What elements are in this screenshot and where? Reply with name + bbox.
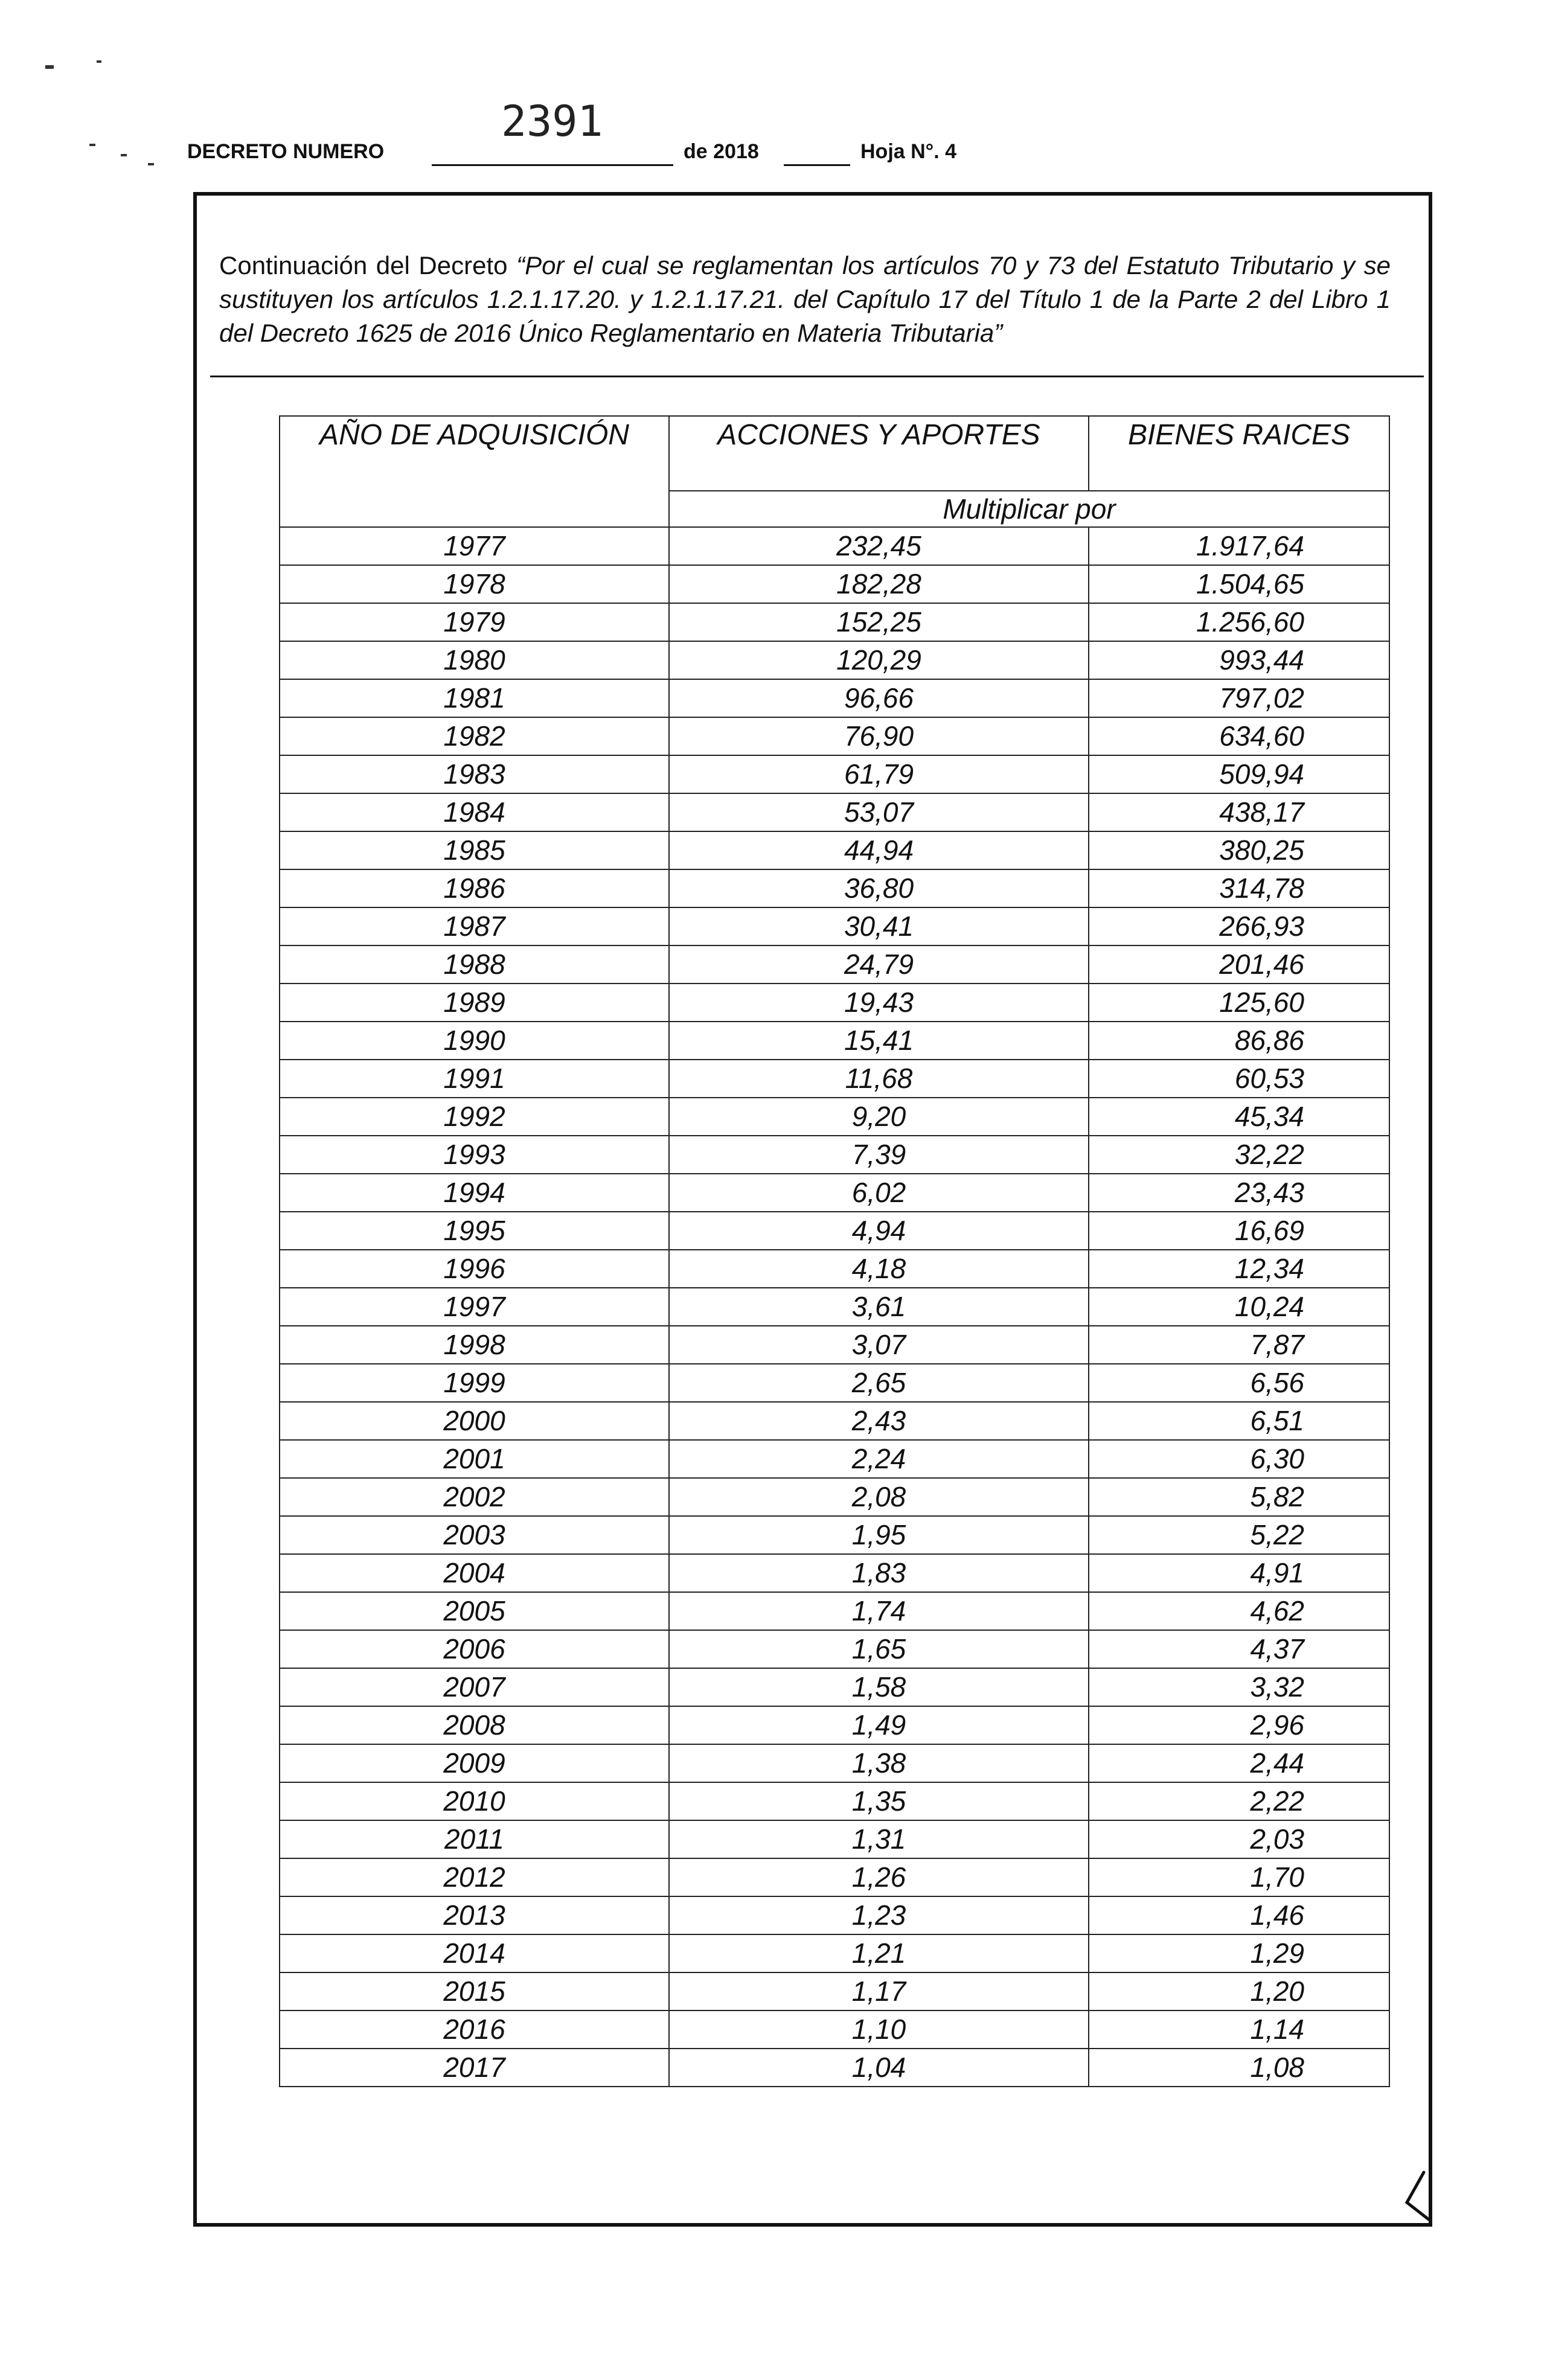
table-row: [280, 603, 1389, 641]
cell-year: 1979: [280, 603, 669, 641]
cell-bienes: 3,32: [1089, 1668, 1389, 1706]
header-year: AÑO DE ADQUISICIÓN: [280, 416, 669, 527]
cell-acciones: 11,68: [669, 1060, 1089, 1098]
cell-year: 2008: [280, 1706, 669, 1744]
table-row: [280, 1250, 1389, 1288]
cell-acciones: 61,79: [669, 755, 1089, 793]
cell-acciones: 1,95: [669, 1516, 1089, 1554]
cell-acciones: 1,49: [669, 1706, 1089, 1744]
cell-bienes: 5,22: [1089, 1516, 1389, 1554]
scan-speck: [45, 65, 54, 69]
cell-acciones: 2,43: [669, 1402, 1089, 1440]
cell-year: 1995: [280, 1212, 669, 1250]
cell-acciones: 1,38: [669, 1744, 1089, 1782]
table-row: [280, 793, 1389, 831]
table-row: [280, 1060, 1389, 1098]
cell-acciones: 3,61: [669, 1288, 1089, 1326]
cell-year: 2001: [280, 1440, 669, 1478]
cell-year: 2015: [280, 1972, 669, 2011]
cell-acciones: 36,80: [669, 869, 1089, 907]
cell-bienes: 1,46: [1089, 1896, 1389, 1934]
cell-year: 2007: [280, 1668, 669, 1706]
table-row: [280, 984, 1389, 1022]
table-row: [280, 1098, 1389, 1136]
cell-acciones: 15,41: [669, 1022, 1089, 1060]
cell-acciones: 9,20: [669, 1098, 1089, 1136]
table-row: [280, 1402, 1389, 1440]
cell-bienes: 2,22: [1089, 1782, 1389, 1820]
table-row: [280, 831, 1389, 869]
cell-year: 2005: [280, 1592, 669, 1630]
cell-bienes: 634,60: [1089, 717, 1389, 755]
decreto-label: DECRETO NUMERO: [187, 140, 385, 163]
cell-year: 2004: [280, 1554, 669, 1592]
cell-acciones: 182,28: [669, 565, 1089, 603]
pen-mark-icon: [1400, 2167, 1436, 2222]
table-row: [280, 755, 1389, 793]
cell-year: 1984: [280, 793, 669, 831]
cell-bienes: 438,17: [1089, 793, 1389, 831]
cell-year: 1986: [280, 869, 669, 907]
cell-year: 2003: [280, 1516, 669, 1554]
cell-year: 1983: [280, 755, 669, 793]
cell-bienes: 6,51: [1089, 1402, 1389, 1440]
cell-year: 1988: [280, 945, 669, 984]
table-row: [280, 641, 1389, 679]
cell-bienes: 1.256,60: [1089, 603, 1389, 641]
scan-speck: [148, 163, 154, 165]
cell-bienes: 266,93: [1089, 907, 1389, 945]
cell-year: 2006: [280, 1630, 669, 1668]
table-row: [280, 1440, 1389, 1478]
cell-acciones: 7,39: [669, 1136, 1089, 1174]
cell-acciones: 1,65: [669, 1630, 1089, 1668]
table-row: [280, 1212, 1389, 1250]
cell-acciones: 4,94: [669, 1212, 1089, 1250]
cell-year: 2016: [280, 2011, 669, 2049]
table-row: [280, 2049, 1389, 2087]
table-row: [280, 1364, 1389, 1402]
cell-bienes: 5,82: [1089, 1478, 1389, 1516]
table-row: [280, 1668, 1389, 1706]
intro-quote: “Por el cual se reglamentan los artículos 70 y 73 del Estatuto Tributario y se sustituyen los artículos 1.2.1.17.20. y 1.2.1.17.21. del Capítulo 17 del Título 1 de la Parte 2 del Libro 1 del Decreto 1625 de 2016 Único Reglamentario en Materia Tributaria”: [219, 251, 1391, 347]
cell-year: 1997: [280, 1288, 669, 1326]
cell-acciones: 1,04: [669, 2049, 1089, 2087]
cell-bienes: 2,44: [1089, 1744, 1389, 1782]
cell-bienes: 16,69: [1089, 1212, 1389, 1250]
cell-acciones: 1,21: [669, 1934, 1089, 1972]
cell-acciones: 44,94: [669, 831, 1089, 869]
scan-speck: [89, 144, 95, 146]
table-row: [280, 1022, 1389, 1060]
cell-acciones: 3,07: [669, 1326, 1089, 1364]
cell-bienes: 1,08: [1089, 2049, 1389, 2087]
cell-year: 2000: [280, 1402, 669, 1440]
cell-bienes: 509,94: [1089, 755, 1389, 793]
table-row: [280, 945, 1389, 984]
cell-bienes: 993,44: [1089, 641, 1389, 679]
cell-bienes: 45,34: [1089, 1098, 1389, 1136]
cell-year: 2017: [280, 2049, 669, 2087]
cell-bienes: 1,70: [1089, 1858, 1389, 1896]
cell-acciones: 1,31: [669, 1820, 1089, 1858]
cell-bienes: 1,14: [1089, 2011, 1389, 2049]
cell-year: 1978: [280, 565, 669, 603]
cell-year: 1990: [280, 1022, 669, 1060]
table-row: [280, 1326, 1389, 1364]
cell-acciones: 24,79: [669, 945, 1089, 984]
cell-year: 1987: [280, 907, 669, 945]
intro-paragraph: [219, 249, 1391, 350]
cell-acciones: 2,08: [669, 1478, 1089, 1516]
cell-acciones: 1,17: [669, 1972, 1089, 2011]
table-row: [280, 1782, 1389, 1820]
cell-bienes: 1.504,65: [1089, 565, 1389, 603]
table-row: [280, 1554, 1389, 1592]
table-row: [280, 1934, 1389, 1972]
table-row: [280, 1744, 1389, 1782]
cell-bienes: 86,86: [1089, 1022, 1389, 1060]
table-row: [280, 1820, 1389, 1858]
year-label: de 2018: [684, 140, 759, 163]
cell-year: 2013: [280, 1896, 669, 1934]
cell-bienes: 23,43: [1089, 1174, 1389, 1212]
cell-bienes: 6,30: [1089, 1440, 1389, 1478]
cell-acciones: 1,10: [669, 2011, 1089, 2049]
cell-bienes: 125,60: [1089, 984, 1389, 1022]
cell-year: 1977: [280, 527, 669, 565]
cell-bienes: 2,03: [1089, 1820, 1389, 1858]
cell-acciones: 19,43: [669, 984, 1089, 1022]
cell-year: 1993: [280, 1136, 669, 1174]
table-row: [280, 2011, 1389, 2049]
scan-speck: [97, 60, 101, 63]
cell-year: 1989: [280, 984, 669, 1022]
cell-year: 2010: [280, 1782, 669, 1820]
cell-acciones: 1,26: [669, 1858, 1089, 1896]
cell-bienes: 12,34: [1089, 1250, 1389, 1288]
cell-bienes: 4,62: [1089, 1592, 1389, 1630]
cell-acciones: 2,24: [669, 1440, 1089, 1478]
subheader-multiplicar: Multiplicar por: [669, 491, 1389, 527]
cell-acciones: 2,65: [669, 1364, 1089, 1402]
cell-acciones: 1,83: [669, 1554, 1089, 1592]
cell-year: 1980: [280, 641, 669, 679]
cell-acciones: 4,18: [669, 1250, 1089, 1288]
hoja-label: Hoja N°. 4: [860, 140, 957, 163]
cell-year: 1991: [280, 1060, 669, 1098]
adjustment-table: [279, 415, 1390, 2087]
cell-year: 2014: [280, 1934, 669, 1972]
cell-bienes: 10,24: [1089, 1288, 1389, 1326]
cell-year: 1981: [280, 679, 669, 717]
table-row: [280, 679, 1389, 717]
cell-acciones: 96,66: [669, 679, 1089, 717]
decreto-number: 2391: [501, 97, 603, 146]
header-bienes: BIENES RAICES: [1089, 416, 1389, 491]
cell-acciones: 6,02: [669, 1174, 1089, 1212]
table-row: [280, 1136, 1389, 1174]
table-row: [280, 869, 1389, 907]
intro-prefix: Continuación del Decreto: [219, 251, 517, 280]
cell-bienes: 201,46: [1089, 945, 1389, 984]
cell-acciones: 1,74: [669, 1592, 1089, 1630]
cell-bienes: 1,29: [1089, 1934, 1389, 1972]
table-row: [280, 1516, 1389, 1554]
cell-bienes: 1.917,64: [1089, 527, 1389, 565]
cell-year: 1998: [280, 1326, 669, 1364]
cell-year: 2012: [280, 1858, 669, 1896]
cell-bienes: 60,53: [1089, 1060, 1389, 1098]
table-row: [280, 1478, 1389, 1516]
cell-acciones: 232,45: [669, 527, 1089, 565]
cell-year: 1996: [280, 1250, 669, 1288]
cell-year: 2002: [280, 1478, 669, 1516]
year-line: [784, 164, 850, 166]
cell-bienes: 380,25: [1089, 831, 1389, 869]
cell-bienes: 32,22: [1089, 1136, 1389, 1174]
table-row: [280, 565, 1389, 603]
table-row: [280, 1630, 1389, 1668]
table-row: [280, 1174, 1389, 1212]
table-row: [280, 1706, 1389, 1744]
cell-acciones: 1,35: [669, 1782, 1089, 1820]
table-row: [280, 717, 1389, 755]
header-acciones: ACCIONES Y APORTES: [669, 416, 1089, 491]
cell-year: 2011: [280, 1820, 669, 1858]
scan-speck: [121, 154, 127, 156]
cell-bienes: 2,96: [1089, 1706, 1389, 1744]
table-row: [280, 1972, 1389, 2011]
cell-bienes: 314,78: [1089, 869, 1389, 907]
cell-year: 1985: [280, 831, 669, 869]
cell-year: 1982: [280, 717, 669, 755]
table-row: [280, 1288, 1389, 1326]
cell-acciones: 1,23: [669, 1896, 1089, 1934]
cell-year: 1999: [280, 1364, 669, 1402]
cell-year: 2009: [280, 1744, 669, 1782]
cell-acciones: 30,41: [669, 907, 1089, 945]
cell-acciones: 1,58: [669, 1668, 1089, 1706]
cell-year: 1992: [280, 1098, 669, 1136]
table-row: [280, 1896, 1389, 1934]
cell-acciones: 152,25: [669, 603, 1089, 641]
document-header: [187, 97, 1093, 181]
cell-year: 1994: [280, 1174, 669, 1212]
cell-acciones: 120,29: [669, 641, 1089, 679]
table-row: [280, 1858, 1389, 1896]
cell-bienes: 4,37: [1089, 1630, 1389, 1668]
table-row: [280, 1592, 1389, 1630]
cell-bienes: 797,02: [1089, 679, 1389, 717]
cell-bienes: 7,87: [1089, 1326, 1389, 1364]
cell-acciones: 53,07: [669, 793, 1089, 831]
table-row: [280, 907, 1389, 945]
decreto-number-line: [432, 164, 673, 166]
cell-bienes: 4,91: [1089, 1554, 1389, 1592]
table-row: [280, 527, 1389, 565]
table-body: [280, 527, 1389, 2087]
cell-bienes: 6,56: [1089, 1364, 1389, 1402]
divider: [210, 376, 1424, 377]
cell-bienes: 1,20: [1089, 1972, 1389, 2011]
cell-acciones: 76,90: [669, 717, 1089, 755]
